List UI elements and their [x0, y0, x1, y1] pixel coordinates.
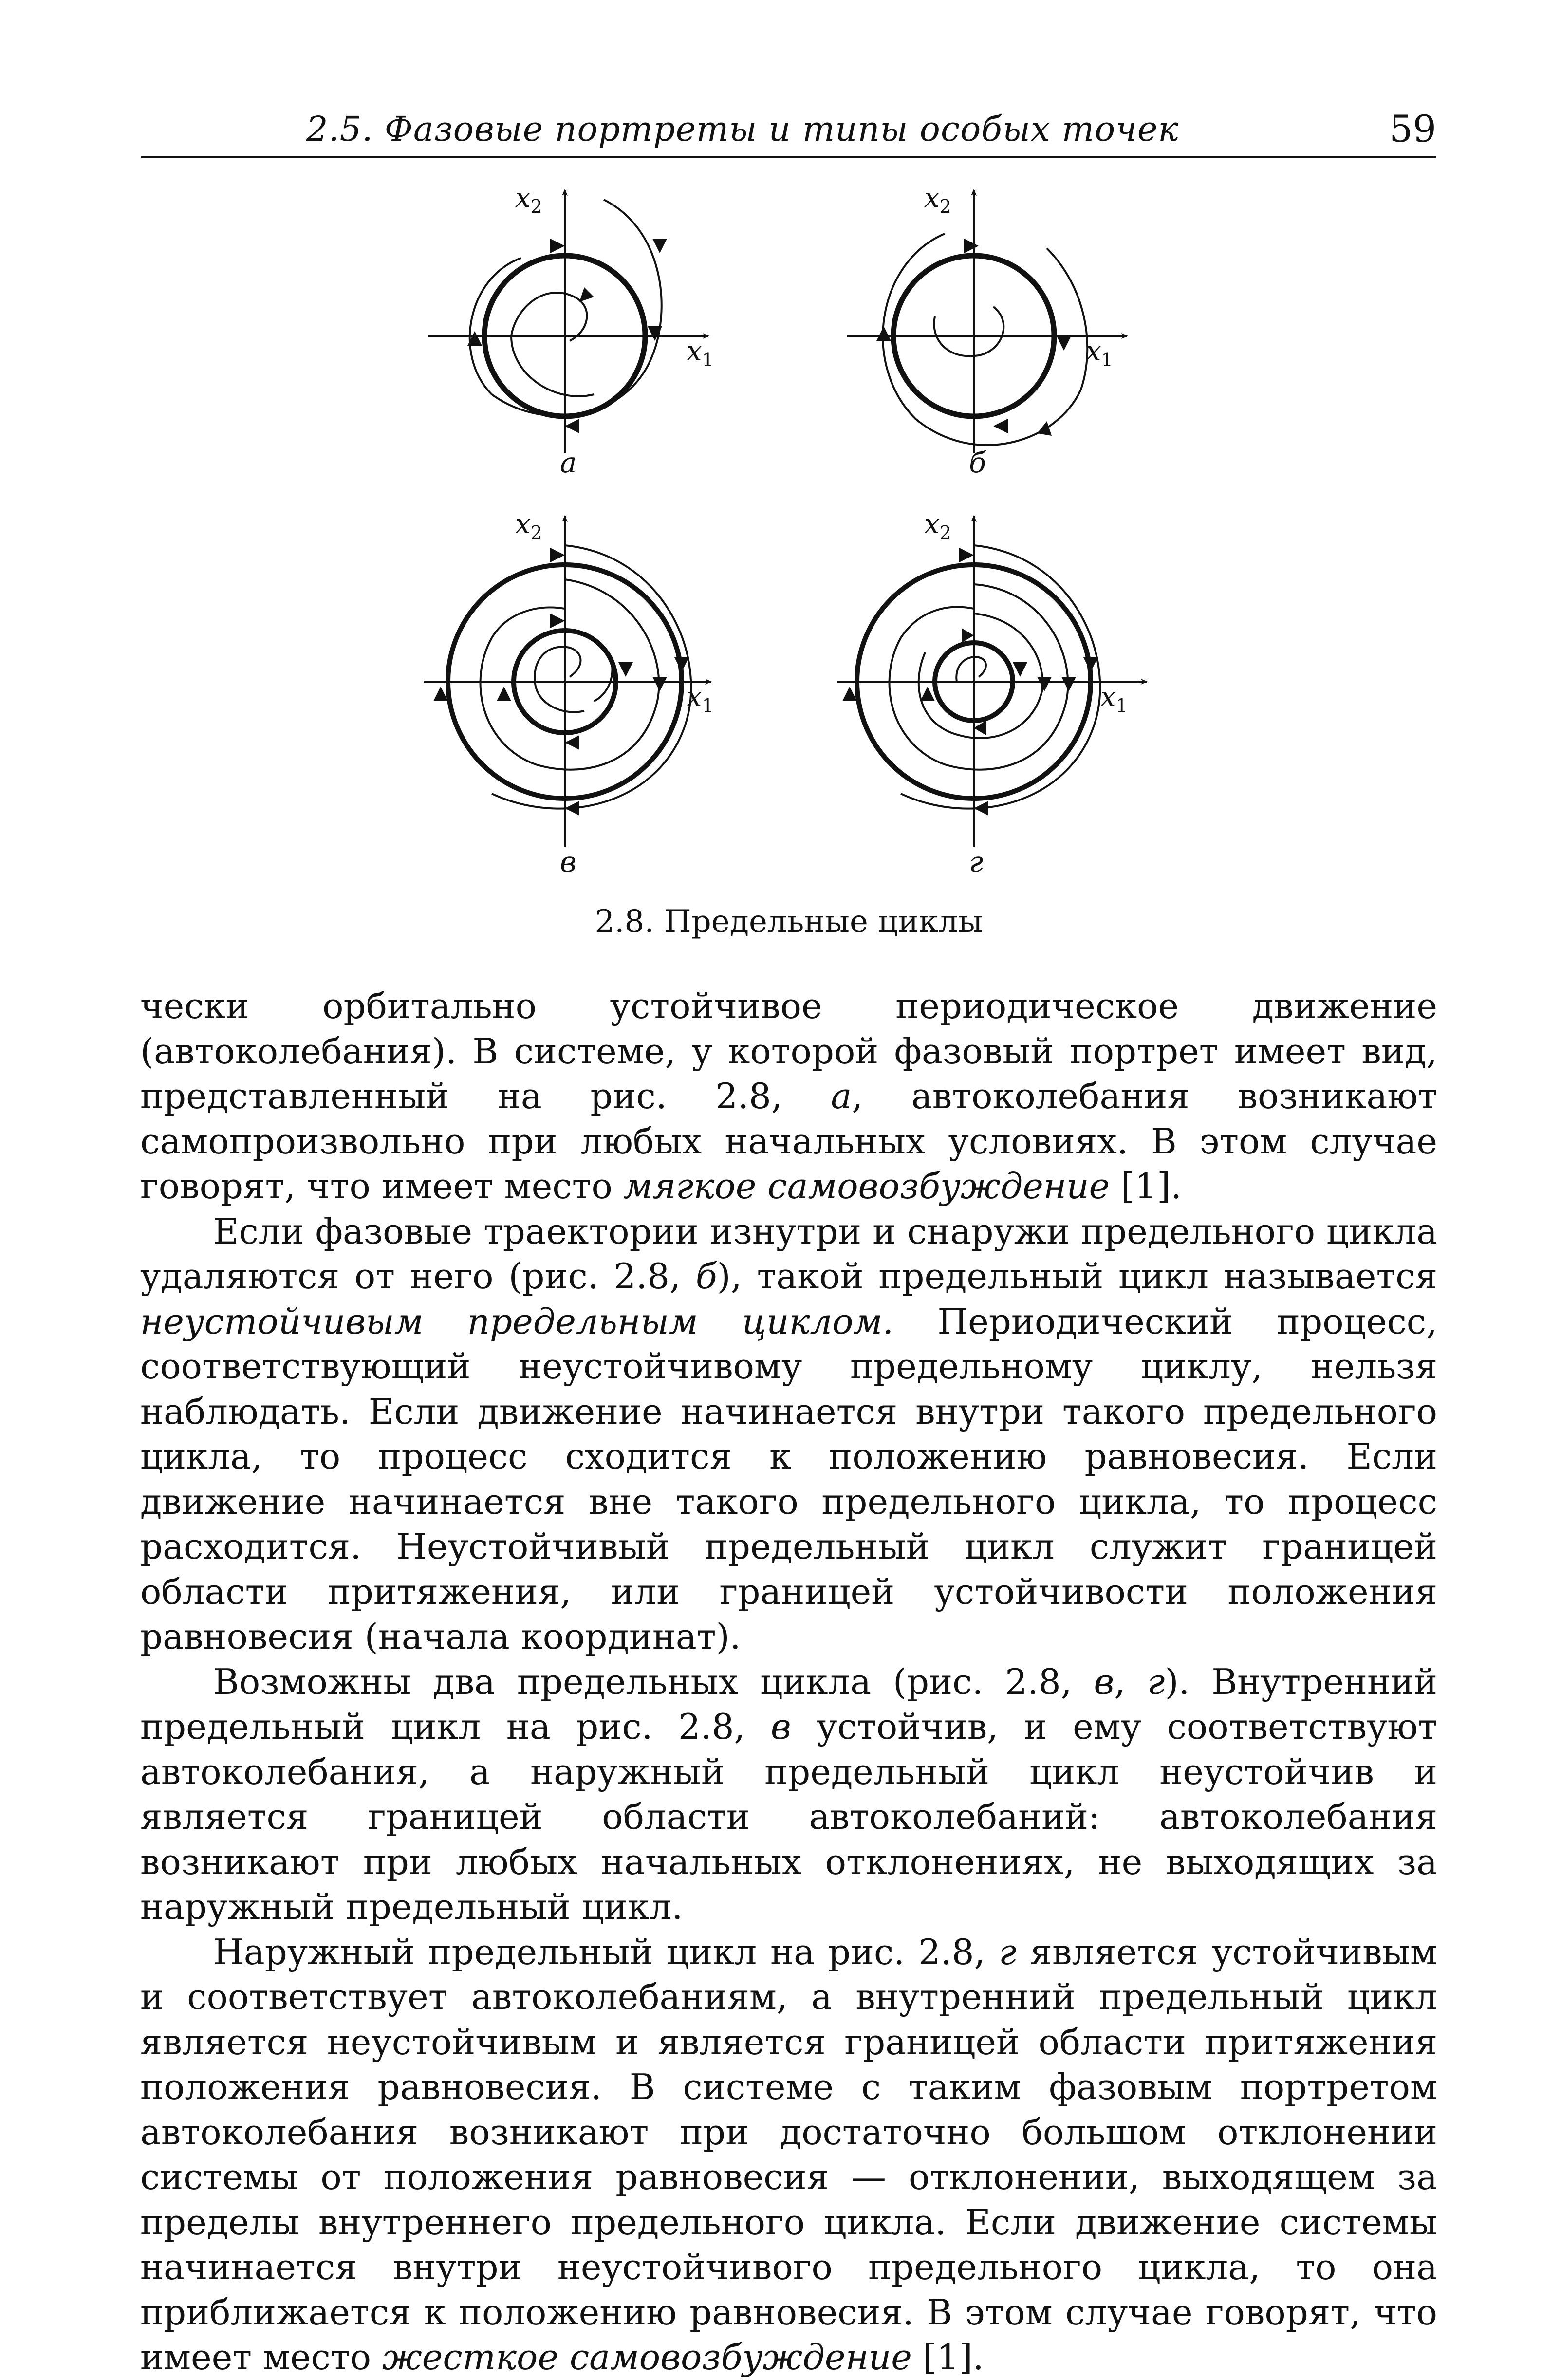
running-title: 2.5. Фазовые портреты и типы особых точек: [306, 109, 1179, 149]
axis-label-x1: $x_1$: [1086, 335, 1113, 371]
panel-v-portrait: [424, 516, 711, 847]
panel-label-b: б: [969, 446, 986, 479]
page-header: [141, 97, 1436, 158]
page-number: 59: [1389, 107, 1436, 150]
body-text: [140, 984, 1437, 2380]
panel-a-portrait: [428, 190, 708, 453]
axis-label-x2: $x_2$: [924, 508, 951, 543]
paragraph-2: Если фазовые траектории изнутри и снаружи предельного цикла удаляются от него (рис. 2.8, б), такой предельный цикл называется неустойчивым предельным циклом. Периодический процесс, соответствующий неустойчивому предельному циклу, нельзя наблюдать. Если движение начинается внутри такого предельного цикла, то процесс сходится к положению равновесия. Если движение начинается вне такого предельного цикла, то процесс расходится. Неустойчивый предельный цикл служит границей области притяжения, или границей устойчивости положения равновесия (начала координат).: [140, 1210, 1437, 1657]
axis-label-x2: $x_2$: [515, 508, 542, 543]
panel-label-v: в: [560, 845, 576, 878]
panel-label-a: а: [560, 446, 577, 479]
paragraph-4: Наружный предельный цикл на рис. 2.8, г является устойчивым и соответствует автоколебаниям, а внутренний предельный цикл является неустойчивым и является границей области притяжения положения равновесия. В системе с таким фазовым портретом автоколебания возникают при достаточно большом отклонении системы от положения равновесия — отклонении, выходящем за пределы внутреннего предельного цикла. Если движение системы начинается внутри неустойчивого предельного цикла, то она приближается к положению равновесия. В этом случае говорят, что имеет место жесткое самовозбуждение [1].: [140, 1931, 1437, 2378]
axis-label-x2: $x_2$: [515, 182, 542, 217]
paragraph-3: Возможны два предельных цикла (рис. 2.8, в, г). Внутренний предельный цикл на рис. 2.8, в устойчив, и ему соответствуют автоколебания, а наружный предельный цикл неустойчив и является границей области автоколебаний: автоколебания возникают при любых начальных отклонениях, не выходящих за наружный предельный цикл.: [140, 1661, 1437, 1927]
figure-caption: 2.8. Предельные циклы: [595, 904, 983, 940]
axis-label-x1: $x_1$: [687, 681, 714, 716]
axis-label-x1: $x_1$: [1100, 681, 1128, 716]
axis-label-x2: $x_2$: [924, 182, 951, 217]
paragraph-1: чески орбитально устойчивое периодическое движение (автоколебания). В системе, у которой фазовый портрет имеет вид, представленный на рис. 2.8, а, автоколебания возникают самопроизвольно при любых начальных условиях. В этом случае говорят, что имеет место мягкое самовозбуждение [1].: [140, 985, 1437, 1207]
spiral-out-inner: [511, 293, 594, 396]
panel-b-portrait: [847, 190, 1127, 453]
axis-label-x1: $x_1$: [687, 335, 714, 371]
figure-limit-cycles: [390, 180, 1217, 920]
phase-portraits-svg: [390, 180, 1217, 920]
panel-label-g: г: [969, 845, 984, 878]
